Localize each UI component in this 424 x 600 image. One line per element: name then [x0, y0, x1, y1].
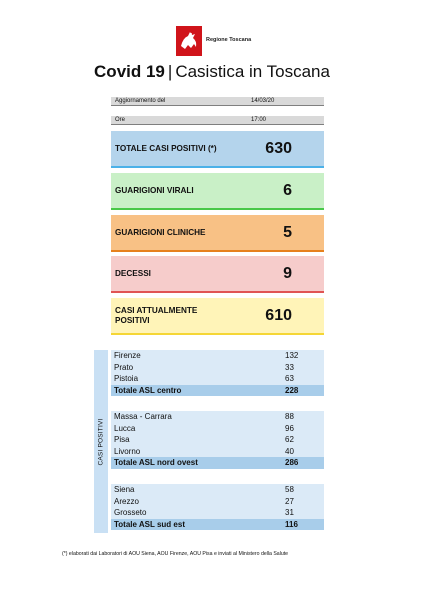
summary-deaths	[111, 256, 324, 293]
summary-value: 6	[283, 181, 292, 199]
province-name: Pistoia	[114, 374, 139, 383]
asl-centro-group	[111, 350, 324, 396]
summary-label: GUARIGIONI CLINICHE	[115, 227, 206, 237]
time-value: 17:00	[251, 117, 267, 123]
total-value: 228	[285, 385, 299, 395]
total-row	[111, 457, 324, 469]
total-row	[111, 385, 324, 397]
province-name: Arezzo	[114, 496, 139, 506]
summary-value: 9	[283, 264, 292, 282]
table-row	[111, 507, 324, 519]
total-name: Totale ASL centro	[114, 385, 182, 395]
summary-value: 610	[265, 306, 292, 324]
province-value: 63	[285, 374, 294, 383]
total-row	[111, 519, 324, 531]
province-name: Firenze	[114, 351, 141, 360]
table-row	[111, 434, 324, 446]
summary-currently-positive	[111, 298, 324, 335]
regione-toscana-logo	[176, 26, 202, 56]
table-row	[111, 411, 324, 423]
table-row	[111, 446, 324, 458]
province-value: 96	[285, 423, 294, 433]
side-label: CASI POSITIVI	[97, 417, 105, 466]
summary-label: CASI ATTUALMENTE POSITIVI	[115, 305, 198, 325]
asl-nord-ovest-group	[111, 411, 324, 469]
province-name: Siena	[114, 485, 135, 494]
title-bold: Covid 19	[94, 62, 165, 81]
footnote: (*) elaborati dai Laboratori di AOU Siena, AOU Firenze, AOU Pisa e inviati al Ministero della Salute	[62, 551, 289, 557]
update-date-row	[111, 97, 324, 106]
table-row	[111, 423, 324, 435]
province-value: 62	[285, 435, 294, 444]
table-row	[111, 496, 324, 508]
summary-label: DECESSI	[115, 268, 151, 278]
summary-label: TOTALE CASI POSITIVI (*)	[115, 143, 217, 153]
province-value: 31	[285, 508, 294, 517]
total-name: Totale ASL nord ovest	[114, 458, 198, 467]
summary-viral-recoveries	[111, 173, 324, 210]
province-value: 40	[285, 446, 294, 456]
province-name: Massa - Carrara	[114, 412, 172, 421]
province-name: Prato	[114, 362, 134, 372]
side-label-bar	[94, 350, 108, 533]
page-title	[0, 62, 424, 82]
summary-value: 630	[265, 139, 292, 157]
province-name: Livorno	[114, 446, 141, 456]
title-separator: |	[167, 62, 173, 81]
province-name: Pisa	[114, 435, 130, 444]
table-row	[111, 350, 324, 362]
summary-label: GUARIGIONI VIRALI	[115, 185, 194, 195]
brand-name: Regione Toscana	[206, 37, 252, 43]
title-rest: Casistica in Toscana	[175, 62, 330, 81]
province-name: Lucca	[114, 423, 136, 433]
summary-value: 5	[283, 223, 292, 241]
total-name: Totale ASL sud est	[114, 519, 185, 529]
table-row	[111, 362, 324, 374]
province-value: 27	[285, 496, 294, 506]
province-value: 88	[285, 412, 294, 421]
summary-total-positive	[111, 131, 324, 168]
province-value: 58	[285, 485, 294, 494]
update-time-row	[111, 116, 324, 125]
province-name: Grosseto	[114, 508, 147, 517]
total-value: 286	[285, 458, 299, 467]
table-row	[111, 484, 324, 496]
province-value: 33	[285, 362, 294, 372]
summary-clinical-recoveries	[111, 215, 324, 252]
time-label: Ore	[115, 117, 126, 123]
update-value: 14/03/20	[251, 98, 275, 104]
asl-sud-est-group	[111, 484, 324, 530]
province-value: 132	[285, 351, 299, 360]
total-value: 116	[285, 519, 298, 529]
update-label: Aggiornamento del	[115, 98, 166, 104]
table-row	[111, 373, 324, 385]
